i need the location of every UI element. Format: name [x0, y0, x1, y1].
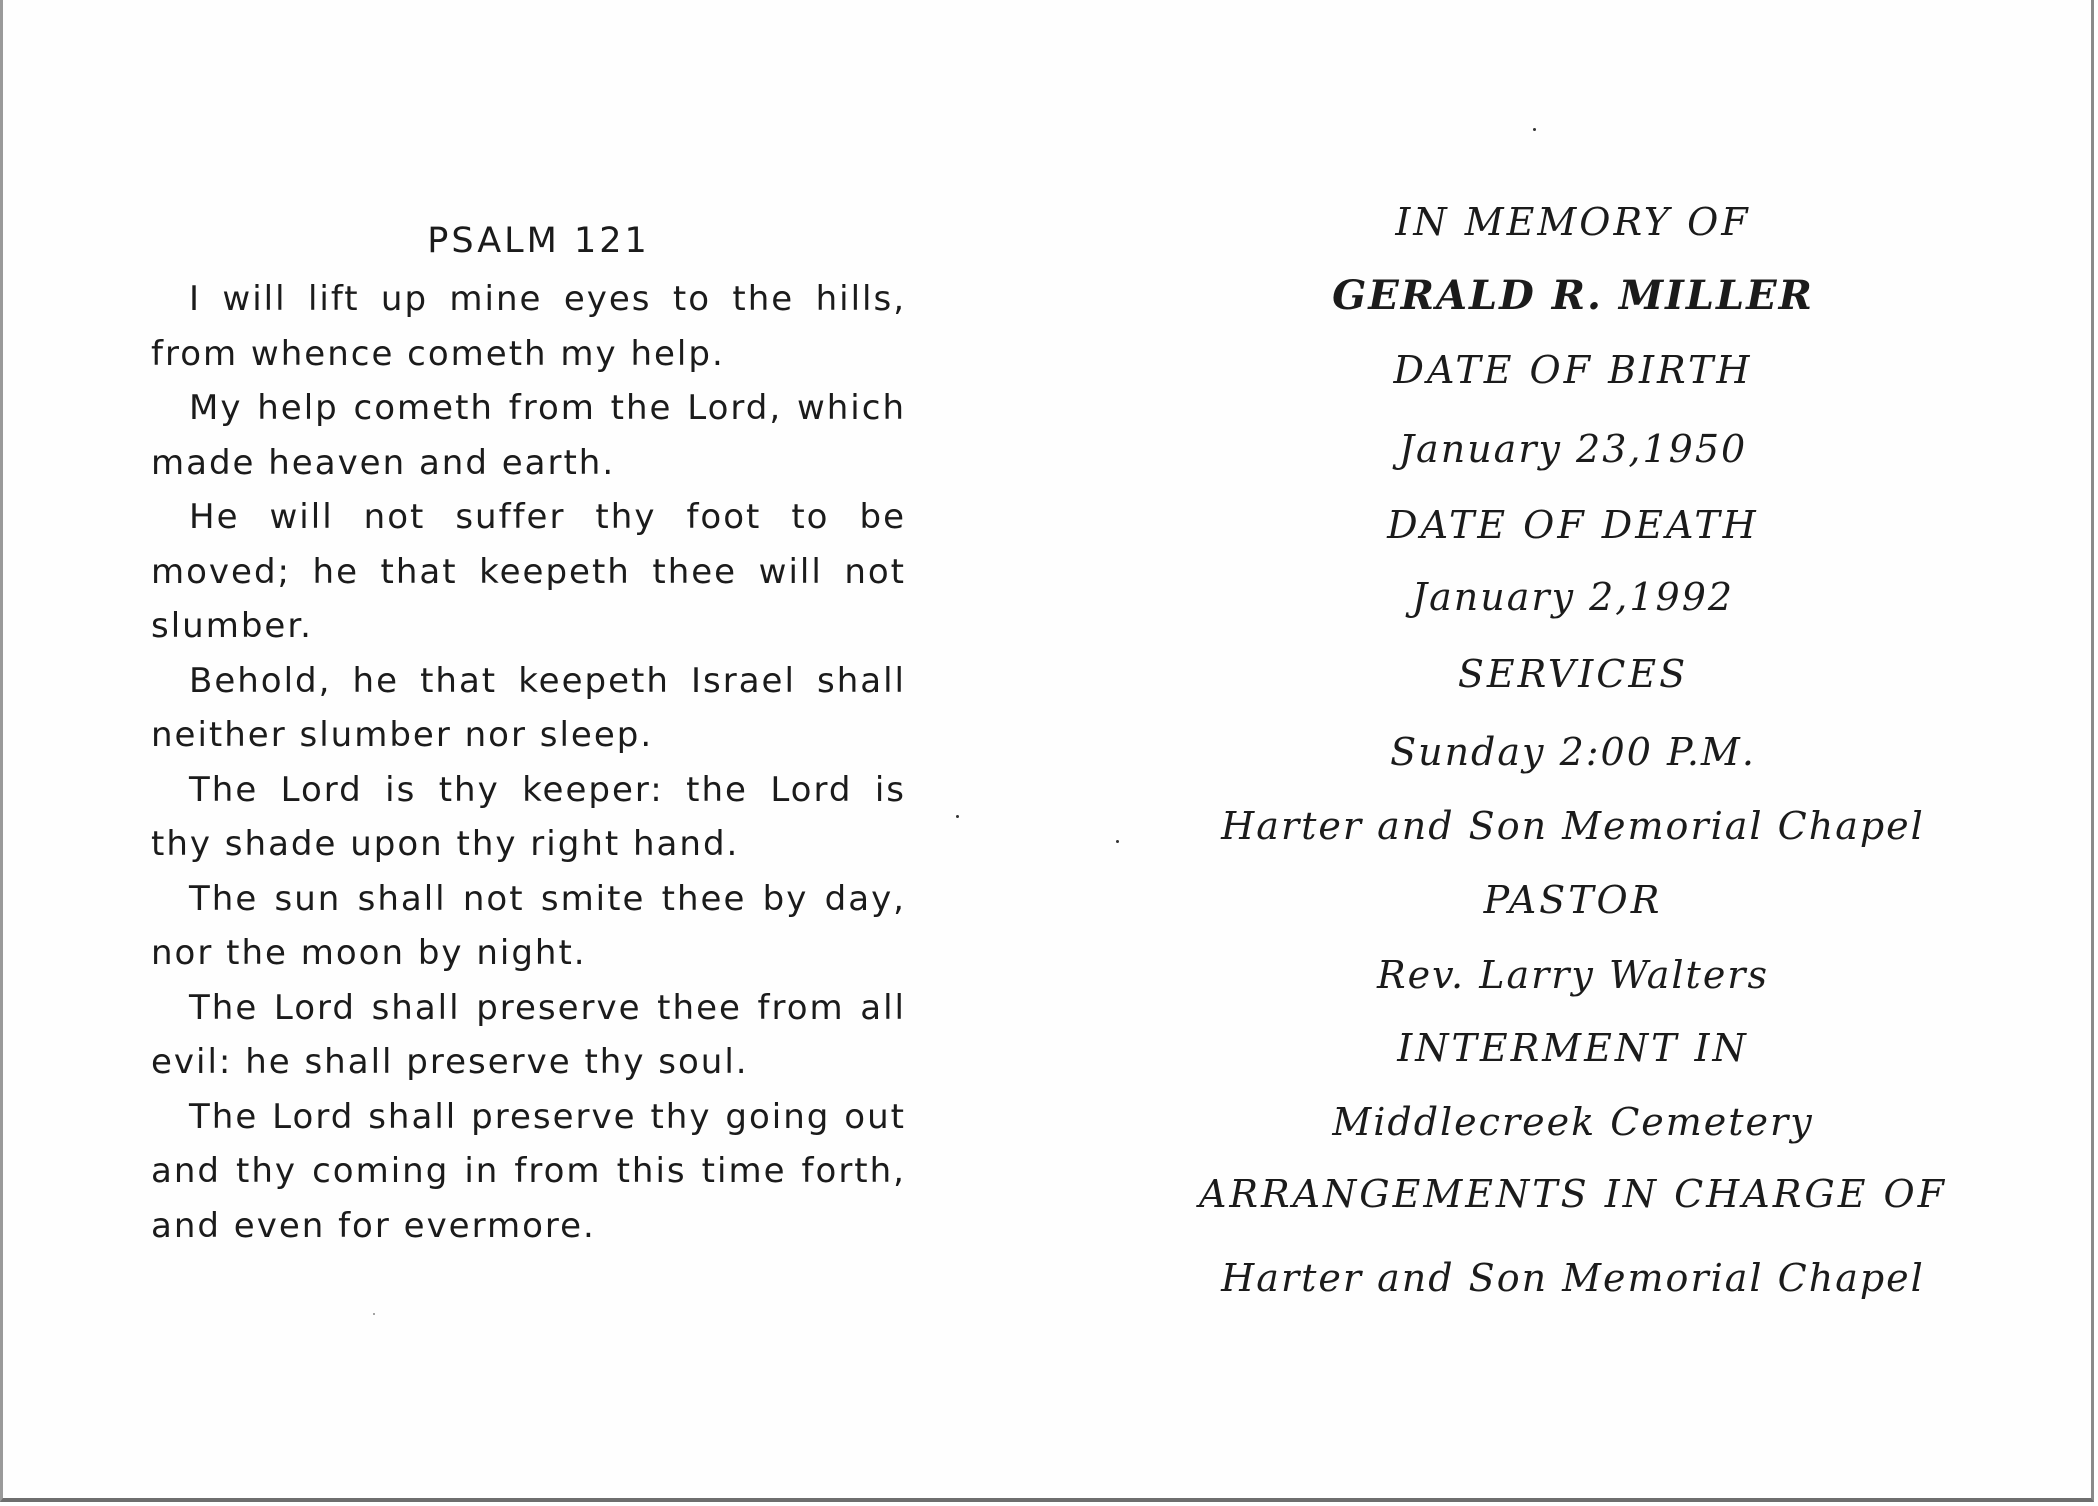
psalm-verse: My help cometh from the Lord, which made heaven and earth. — [151, 388, 906, 483]
paper-speck — [1533, 128, 1536, 131]
paper-speck — [373, 1313, 375, 1315]
services-place: Harter and Son Memorial Chapel — [1221, 804, 1925, 848]
date-of-birth: January 23,1950 — [1398, 427, 1748, 471]
psalm-verse: The Lord shall preserve thee from all evil: he shall preserve thy soul. — [151, 987, 906, 1082]
date-of-death-label: DATE OF DEATH — [1387, 503, 1759, 547]
psalm-verse: Behold, he that keepeth Israel shall neither slumber nor sleep. — [151, 660, 906, 755]
psalm-verse: The Lord is thy keeper: the Lord is thy shade upon thy right hand. — [151, 769, 906, 864]
pastor-name: Rev. Larry Walters — [1377, 953, 1769, 997]
arrangements-by: Harter and Son Memorial Chapel — [1221, 1256, 1925, 1300]
paper-speck — [956, 815, 959, 818]
psalm-panel — [151, 210, 906, 1253]
in-memory-of-heading: IN MEMORY OF — [1395, 200, 1751, 244]
arrangements-label: ARRANGEMENTS IN CHARGE OF — [1198, 1172, 1948, 1216]
psalm-verse: I will lift up mine eyes to the hills, from whence cometh my help. — [151, 279, 906, 374]
date-of-birth-label: DATE OF BIRTH — [1393, 348, 1753, 392]
pastor-label: PASTOR — [1483, 878, 1663, 922]
interment-label: INTERMENT IN — [1397, 1026, 1749, 1070]
interment-place: Middlecreek Cemetery — [1332, 1100, 1814, 1144]
date-of-death: January 2,1992 — [1411, 575, 1735, 619]
psalm-title: PSALM 121 — [427, 221, 650, 261]
psalm-verse: The sun shall not smite thee by day, nor the moon by night. — [151, 878, 906, 973]
services-label: SERVICES — [1457, 652, 1689, 696]
services-time: Sunday 2:00 P.M. — [1390, 730, 1756, 774]
psalm-verse: The Lord shall preserve thy going out and thy coming in from this time forth, and even for evermore. — [151, 1096, 906, 1246]
psalm-verse: He will not suffer thy foot to be moved; he that keepeth thee will not slumber. — [151, 497, 906, 646]
deceased-name: GERALD R. MILLER — [1332, 272, 1814, 319]
paper-speck — [1116, 840, 1119, 843]
